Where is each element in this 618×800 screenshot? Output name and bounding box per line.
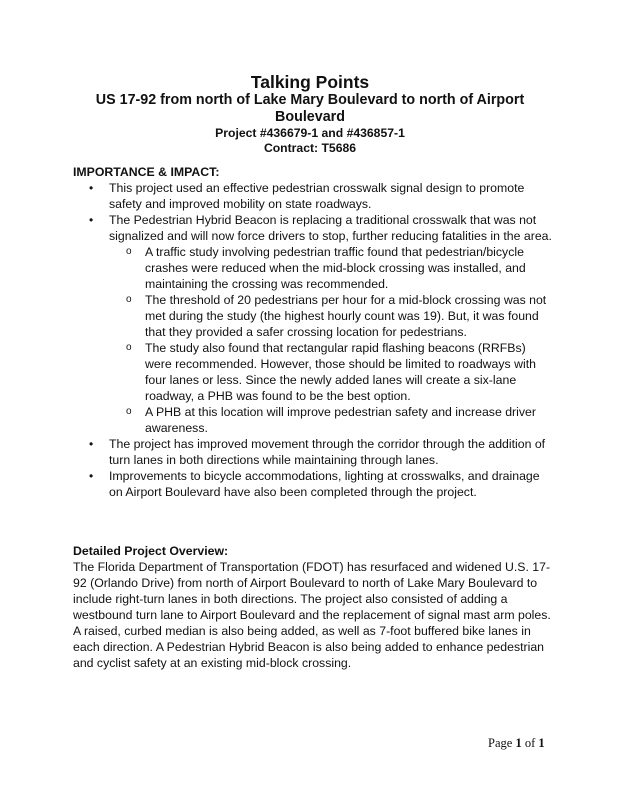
sub-list-item xyxy=(109,340,553,404)
bullet-circle-icon: o xyxy=(126,294,132,305)
importance-section xyxy=(73,164,553,500)
list-item xyxy=(73,180,553,212)
sub-list-item xyxy=(109,292,553,340)
sub-list-item xyxy=(109,404,553,436)
sub-list xyxy=(109,244,553,436)
bullet-circle-icon: o xyxy=(126,406,132,417)
of-word: of xyxy=(524,736,536,750)
document-title: Talking Points xyxy=(250,72,370,92)
importance-heading: IMPORTANCE & IMPACT: xyxy=(73,165,220,179)
list-item-text: This project used an effective pedestrian crosswalk signal design to promote safety and improved mobility on state roadways. xyxy=(109,181,525,211)
sub-list-item xyxy=(109,244,553,292)
sub-list-item-text: The threshold of 20 pedestrians per hour for a mid-block crossing was not met during the study (the highest hourly count was 19). But, it was found that they provided a safer crossing location for pedestrians. xyxy=(145,293,547,339)
list-item-text: The project has improved movement through the corridor through the addition of turn lanes in both directions while maintaining through lanes. xyxy=(109,437,546,467)
page-total: 1 xyxy=(538,736,545,750)
bullet-circle-icon: o xyxy=(126,246,132,257)
list-item-text: Improvements to bicycle accommodations, lighting at crosswalks, and drainage on Airport Boulevard have also been completed through the project. xyxy=(109,469,540,499)
list-item xyxy=(73,436,553,468)
bullet-dot-icon: • xyxy=(89,181,94,195)
project-numbers: Project #436679-1 and #436857-1 xyxy=(215,126,405,140)
overview-body: The Florida Department of Transportation (FDOT) has resurfaced and widened U.S. 17-92 (Orlando Drive) from north of Airport Boulevard to north of Lake Mary Boulevard to include right-turn lanes in both directions. The project also consisted of adding a westbound turn lane to Airport Boulevard and the replacement of signal mast arm poles. A raised, curbed median is also being added, as well as 7-foot buffered bike lanes in each direction. A Pedestrian Hybrid Beacon is also being added to enhance pedestrian and cyclist safety at an existing mid-block crossing. xyxy=(73,560,551,670)
bullet-circle-icon: o xyxy=(126,342,132,353)
title-block xyxy=(60,73,560,156)
bullet-dot-icon: • xyxy=(89,469,94,483)
sub-list-item-text: A PHB at this location will improve pedestrian safety and increase driver awareness. xyxy=(145,405,536,435)
sub-list-item-text: A traffic study involving pedestrian traffic found that pedestrian/bicycle crashes were reduced when the mid-block crossing was installed, and maintaining the crossing was recommended. xyxy=(145,245,526,291)
page-word: Page xyxy=(488,736,513,750)
overview-heading: Detailed Project Overview: xyxy=(73,544,229,558)
sub-list-item-text: The study also found that rectangular rapid flashing beacons (RRFBs) were recommended. However, those should be limited to roadways with four lanes or less. Since the newly added lanes will create a six-lane roadway, a PHB was found to be the best option. xyxy=(145,341,536,403)
page-number xyxy=(488,736,545,751)
page-current: 1 xyxy=(515,736,522,750)
list-item xyxy=(73,212,553,436)
importance-list xyxy=(73,180,553,500)
contract-number: Contract: T5686 xyxy=(263,141,357,155)
list-item-text: The Pedestrian Hybrid Beacon is replacing a traditional crosswalk that was not signalized and will now force drivers to stop, further reducing fatalities in the area. xyxy=(109,213,552,243)
list-item xyxy=(73,468,553,500)
overview-section xyxy=(73,543,553,671)
bullet-dot-icon: • xyxy=(89,213,94,227)
bullet-dot-icon: • xyxy=(89,437,94,451)
document-subtitle: US 17-92 from north of Lake Mary Boulevard to north of Airport Boulevard xyxy=(95,92,525,125)
